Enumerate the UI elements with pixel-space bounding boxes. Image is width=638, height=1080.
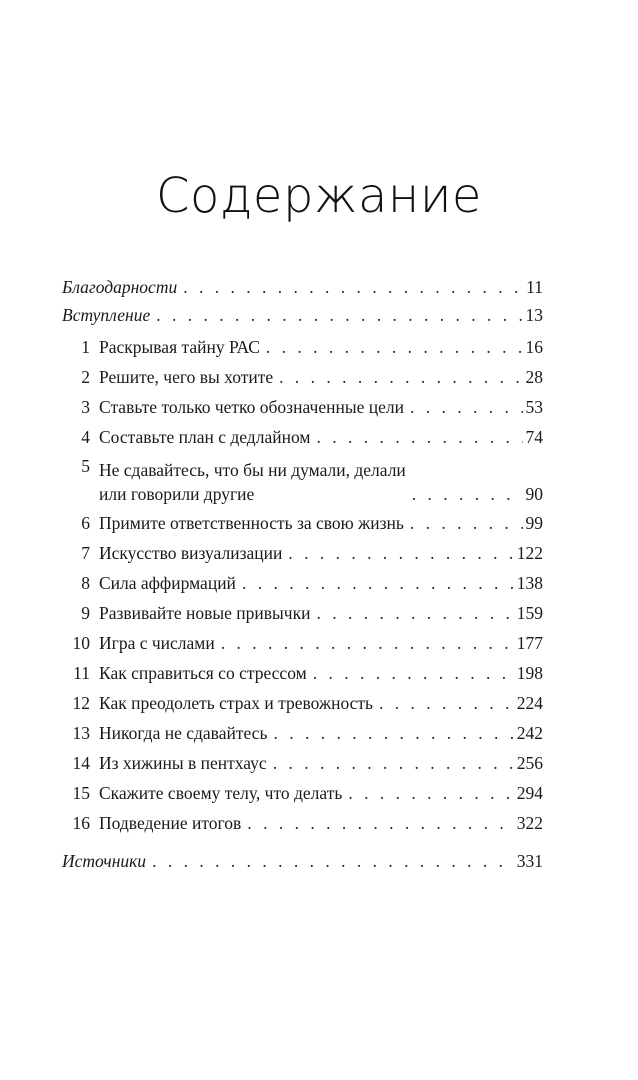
dot-leader [313,660,514,686]
dot-leader [412,482,523,506]
toc-chapter-9[interactable] [62,600,543,626]
chapter-title: Как справиться со стрессом [99,663,307,683]
dot-leader [266,334,523,360]
chapter-number: 9 [81,603,90,623]
chapter-number: 16 [72,813,90,833]
chapter-title: Игра с числами [99,633,215,653]
chapter-title: Ставьте только четко обозначенные цели [99,397,404,417]
chapter-number: 2 [81,367,90,387]
toc-entry-label: Благодарности [62,277,178,297]
chapter-page: 90 [525,484,543,504]
chapter-title: Как преодолеть страх и тревожность [99,693,374,713]
chapter-number: 10 [72,633,90,653]
chapter-title: Сила аффирмаций [99,573,236,593]
dot-leader [156,302,522,328]
toc-chapter-3[interactable] [62,394,543,420]
chapter-title: Скажите своему телу, что делать [99,783,343,803]
chapter-title: Развивайте новые привычки [99,603,311,623]
toc-chapter-5[interactable] [62,454,543,506]
toc-chapter-12[interactable] [62,690,543,716]
chapter-page: 53 [525,397,543,417]
chapter-number: 1 [81,337,90,357]
toc-chapter-13[interactable] [62,720,543,746]
table-of-contents [62,274,543,874]
chapter-page: 159 [516,603,543,623]
chapter-page: 138 [516,573,543,593]
chapter-page: 242 [516,723,543,743]
toc-chapter-1[interactable] [62,334,543,360]
chapter-number: 15 [72,783,90,803]
chapter-page: 16 [525,337,543,357]
toc-chapter-6[interactable] [62,510,543,536]
chapter-number: 13 [72,723,90,743]
toc-chapter-7[interactable] [62,540,543,566]
chapter-title: Раскрывая тайну РАС [99,337,260,357]
chapter-title-line-1: Не сдавайтесь, что бы ни думали, делали [99,460,406,480]
toc-chapter-16[interactable] [62,810,543,836]
dot-leader [273,750,514,776]
chapter-page: 28 [525,367,543,387]
toc-entry-label: Вступление [62,305,151,325]
chapter-title: Подведение итогов [99,813,242,833]
chapter-page: 224 [516,693,543,713]
toc-entry-page: 11 [526,277,543,297]
chapter-page: 198 [516,663,543,683]
dot-leader [221,630,514,656]
dot-leader [242,570,514,596]
dot-leader [279,364,522,390]
chapter-page: 122 [516,543,543,563]
chapter-title-line-2: или говорили другие [99,484,255,504]
dot-leader [410,510,523,536]
chapter-page: 177 [516,633,543,653]
toc-entry-page: 331 [516,851,543,871]
chapter-number: 14 [72,753,90,773]
chapter-number: 3 [81,397,90,417]
toc-entry-label: Источники [62,851,147,871]
chapter-number: 11 [73,663,90,683]
dot-leader [288,540,513,566]
chapter-title: Никогда не сдавайтесь [99,723,268,743]
toc-entry-sources[interactable] [62,848,543,874]
chapter-title [99,458,406,506]
dot-leader [316,424,522,450]
chapter-page: 322 [516,813,543,833]
chapter-number: 5 [81,456,90,476]
page-title: Содержание [156,168,482,224]
chapter-title: Составьте план с дедлайном [99,427,311,447]
dot-leader [348,780,513,806]
chapter-page: 256 [516,753,543,773]
toc-chapter-15[interactable] [62,780,543,806]
toc-entry-page: 13 [525,305,543,325]
dot-leader [273,720,513,746]
chapter-page: 294 [516,783,543,803]
toc-chapter-11[interactable] [62,660,543,686]
toc-chapter-2[interactable] [62,364,543,390]
toc-chapter-4[interactable] [62,424,543,450]
toc-entry-acknowledgements[interactable] [62,274,543,302]
chapter-number: 4 [81,427,90,447]
dot-leader [152,848,514,874]
chapter-title: Из хижины в пентхаус [99,753,267,773]
dot-leader [316,600,513,626]
toc-chapter-8[interactable] [62,570,543,596]
chapter-number: 6 [81,513,90,533]
dot-leader [410,394,523,420]
toc-chapter-10[interactable] [62,630,543,656]
dot-leader [183,274,523,300]
chapter-title: Примите ответственность за свою жизнь [99,513,404,533]
chapter-page: 74 [525,427,543,447]
chapter-page: 99 [525,513,543,533]
chapter-title: Искусство визуализации [99,543,283,563]
chapter-number: 8 [81,573,90,593]
chapter-number: 12 [72,693,90,713]
dot-leader [379,690,514,716]
chapter-number: 7 [81,543,90,563]
toc-chapter-14[interactable] [62,750,543,776]
dot-leader [247,810,513,836]
toc-entry-introduction[interactable] [62,302,543,330]
chapter-title: Решите, чего вы хотите [99,367,274,387]
